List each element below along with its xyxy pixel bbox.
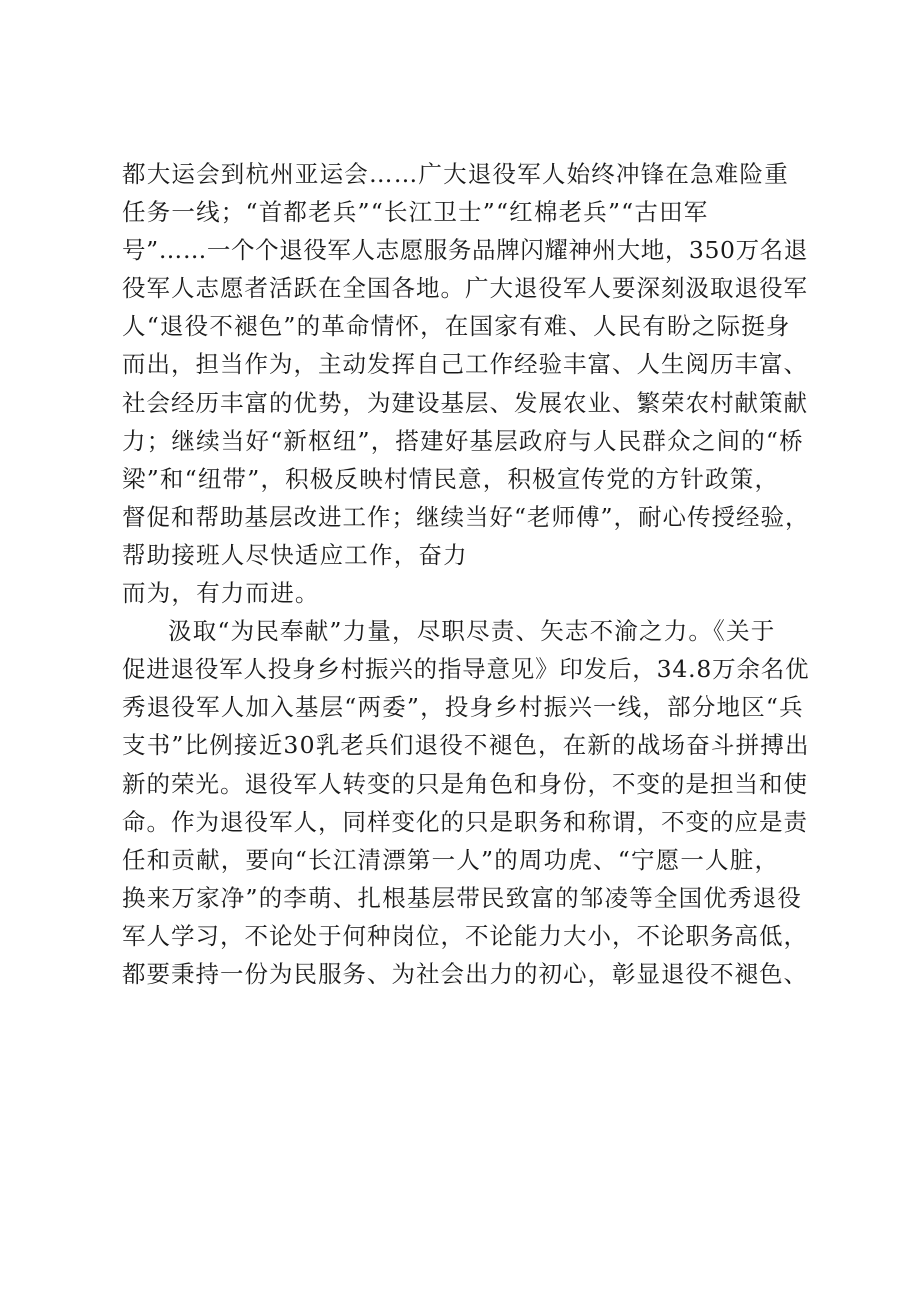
text-line: 都要秉持一份为民服务、为社会出力的初心，彰显退役不褪色、 (122, 959, 808, 988)
text-line: 役军人志愿者活跃在全国各地。广大退役军人要深刻汲取退役军 (122, 274, 808, 303)
text-line: 人“退役不褪色”的革命情怀，在国家有难、人民有盼之际挺身 (122, 312, 791, 341)
text-line: 军人学习，不论处于何种岗位，不论能力大小，不论职务高低， (122, 921, 808, 950)
text-line: 促进退役军人投身乡村振兴的指导意见》印发后，34.8万余名优 (122, 655, 810, 684)
text-line: 帮助接班人尽快适应工作，奋力 (122, 540, 468, 569)
text-line: 秀退役军人加入基层“两委”，投身乡村振兴一线，部分地区“兵 (122, 693, 804, 722)
text-line: 而出，担当作为，主动发挥自己工作经验丰富、人生阅历丰富、 (122, 350, 808, 379)
text-line: 力；继续当好“新枢纽”，搭建好基层政府与人民群众之间的“桥 (122, 426, 804, 455)
text-line: 社会经历丰富的优势，为建设基层、发展农业、繁荣农村献策献 (122, 388, 808, 417)
text-line: 换来万家净”的李萌、扎根基层带民致富的邹凌等全国优秀退役 (122, 883, 803, 912)
text-line: 都大运会到杭州亚运会……广大退役军人始终冲锋在急难险重 (122, 160, 789, 188)
text-line: 新的荣光。退役军人转变的只是角色和身份，不变的是担当和使 (122, 769, 808, 798)
text-line: 任和贡献，要向“长江清漂第一人”的周功虎、“宁愿一人脏， (122, 845, 780, 874)
text-line: 督促和帮助基层改进工作；继续当好“老师傅”，耐心传授经验， (122, 502, 810, 531)
text-line: 而为，有力而进。 (122, 579, 320, 608)
text-line: 号”……一个个退役军人志愿服务品牌闪耀神州大地，350万名退 (122, 236, 808, 265)
text-line: 任务一线；“首都老兵”“长江卫士”“红棉老兵”“古田军 (122, 198, 709, 227)
text-line: 支书”比例接近30乳老兵们退役不褪色，在新的战场奋斗拼搏出 (122, 731, 810, 760)
body-text (122, 155, 812, 993)
paragraph-start-line: 汲取“为民奉献”力量，尽职尽责、矢志不渝之力。《关于 (168, 617, 776, 646)
text-line: 梁”和“纽带”，积极反映村情民意，积极宣传党的方针政策， (122, 464, 780, 493)
text-line: 命。作为退役军人，同样变化的只是职务和称谓，不变的应是责 (122, 807, 808, 836)
